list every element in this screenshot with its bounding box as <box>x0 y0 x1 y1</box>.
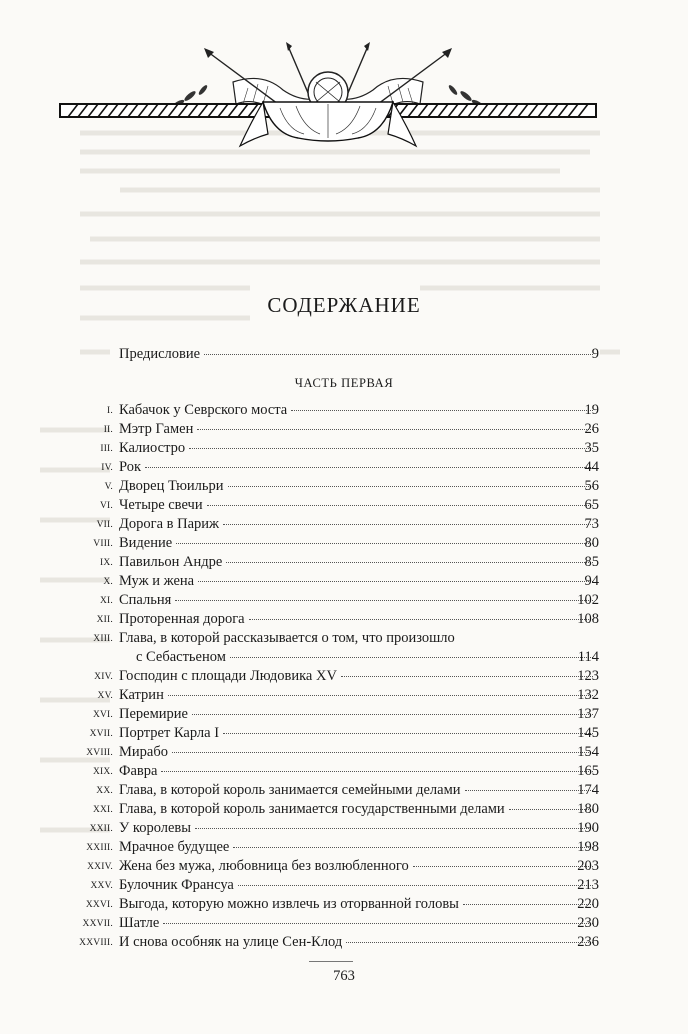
chapter-title: Шатле <box>119 915 160 931</box>
toc-row <box>0 552 688 572</box>
dot-leader <box>233 846 593 848</box>
chapter-page: 73 <box>584 516 599 532</box>
chapter-number: XV. <box>97 691 113 701</box>
toc-row <box>0 571 688 591</box>
chapter-title: Муж и жена <box>119 573 195 589</box>
toc-row <box>0 932 688 952</box>
chapter-number: XXVI. <box>85 900 113 910</box>
chapter-number: XXVIII. <box>79 938 113 948</box>
dot-leader <box>189 447 593 449</box>
chapter-title: Булочник Франсуа <box>119 877 234 893</box>
chapter-title: Перемирие <box>119 706 188 722</box>
chapter-title: Фавра <box>119 763 158 779</box>
chapter-number: IX. <box>100 558 113 568</box>
toc-row <box>0 704 688 724</box>
chapter-page: 65 <box>584 497 599 513</box>
chapter-number: XXI. <box>92 805 113 815</box>
chapter-number: XXII. <box>89 824 113 834</box>
dot-leader <box>346 941 593 943</box>
chapter-number: XXVII. <box>82 919 113 929</box>
toc-row <box>0 609 688 629</box>
toc-row <box>0 837 688 857</box>
toc-row <box>0 723 688 743</box>
footer-rule <box>309 961 353 962</box>
chapter-number: I. <box>107 406 113 416</box>
chapter-number: VIII. <box>93 539 113 549</box>
toc-row <box>0 628 688 648</box>
chapter-page: 19 <box>584 402 599 418</box>
chapter-title: Глава, в которой рассказывается о том, что произошло <box>119 630 455 646</box>
chapter-number: XIV. <box>94 672 113 682</box>
toc-row <box>0 400 688 420</box>
chapter-number: XX. <box>96 786 113 796</box>
dot-leader <box>226 561 593 563</box>
chapter-title: Калиостро <box>119 440 186 456</box>
chapter-page: 190 <box>577 820 599 836</box>
dot-leader <box>161 770 593 772</box>
dot-leader <box>176 542 593 544</box>
chapter-page: 213 <box>577 877 599 893</box>
chapter-title: Портрет Карла I <box>119 725 220 741</box>
chapter-page: 108 <box>577 611 599 627</box>
chapter-number: VI. <box>100 501 113 511</box>
chapter-number: IV. <box>101 463 113 473</box>
chapter-page: 154 <box>577 744 599 760</box>
toc-row <box>0 666 688 686</box>
toc-row <box>0 761 688 781</box>
toc-row <box>0 780 688 800</box>
toc-title: СОДЕРЖАНИЕ <box>267 293 421 317</box>
dot-leader <box>163 922 593 924</box>
dot-leader <box>228 485 593 487</box>
chapter-page: 80 <box>584 535 599 551</box>
dot-leader <box>195 827 593 829</box>
chapter-number: XXIV. <box>87 862 113 872</box>
toc-row <box>0 514 688 534</box>
page-number: 763 <box>333 968 355 984</box>
toc-row <box>0 818 688 838</box>
chapter-title: Жена без мужа, любовница без возлюбленного <box>119 858 409 874</box>
chapter-number: X. <box>103 577 113 587</box>
chapter-number: XXV. <box>90 881 113 891</box>
chapter-page: 198 <box>577 839 599 855</box>
chapter-title: Выгода, которую можно извлечь из оторванной головы <box>119 896 459 912</box>
chapter-number: II. <box>103 425 113 435</box>
chapter-title-continued: с Себастьеном <box>136 649 226 665</box>
chapter-number: III. <box>100 444 113 454</box>
toc-row <box>0 894 688 914</box>
chapter-page: 132 <box>577 687 599 703</box>
chapter-page: 123 <box>577 668 599 684</box>
toc-row <box>0 856 688 876</box>
dot-leader <box>207 504 593 506</box>
chapter-page: 174 <box>577 782 599 798</box>
chapter-title: Господин с площади Людовика XV <box>119 668 337 684</box>
chapter-page: 26 <box>584 421 599 437</box>
chapter-number: XII. <box>96 615 113 625</box>
header-ornament <box>58 42 598 150</box>
chapter-page: 165 <box>577 763 599 779</box>
chapter-page: 220 <box>577 896 599 912</box>
chapter-page: 236 <box>577 934 599 950</box>
dot-leader <box>249 618 593 620</box>
dot-leader <box>230 656 593 658</box>
chapter-page: 94 <box>584 573 599 589</box>
chapter-number: XVIII. <box>86 748 113 758</box>
chapter-title: Кабачок у Севрского моста <box>119 402 288 418</box>
chapter-page: 56 <box>584 478 599 494</box>
chapter-title: Глава, в которой король занимается государственными делами <box>119 801 505 817</box>
toc-row <box>0 457 688 477</box>
dot-leader <box>223 523 593 525</box>
chapter-page: 114 <box>577 649 599 665</box>
dot-leader <box>198 580 593 582</box>
chapter-page: 35 <box>584 440 599 456</box>
chapter-title: Четыре свечи <box>119 497 203 513</box>
toc-row <box>0 419 688 439</box>
toc-row <box>0 875 688 895</box>
chapter-title: Проторенная дорога <box>119 611 245 627</box>
chapter-page: 203 <box>577 858 599 874</box>
toc-preface <box>0 344 688 364</box>
chapter-title: Мирабо <box>119 744 168 760</box>
chapter-page: 145 <box>577 725 599 741</box>
chapter-page: 102 <box>577 592 599 608</box>
part-heading: ЧАСТЬ ПЕРВАЯ <box>294 376 394 390</box>
toc-row <box>0 742 688 762</box>
chapter-title: Катрин <box>119 687 164 703</box>
dot-leader <box>192 713 593 715</box>
chapter-title: Мрачное будущее <box>119 839 230 855</box>
toc-row <box>0 685 688 705</box>
toc-label: Предисловие <box>119 346 201 362</box>
chapter-number: XVII. <box>89 729 113 739</box>
dot-leader <box>145 466 593 468</box>
toc-row <box>0 533 688 553</box>
chapter-number: V. <box>104 482 113 492</box>
chapter-number: XIII. <box>93 634 113 644</box>
toc-row <box>0 438 688 458</box>
chapter-title: Глава, в которой король занимается семейными делами <box>119 782 461 798</box>
toc-page: 9 <box>591 346 599 362</box>
toc-entry <box>119 344 597 364</box>
dot-leader <box>238 884 593 886</box>
chapter-page: 180 <box>577 801 599 817</box>
dot-leader <box>223 732 593 734</box>
toc-row <box>0 799 688 819</box>
chapter-number: XI. <box>100 596 113 606</box>
chapter-page: 230 <box>577 915 599 931</box>
chapter-title: Спальня <box>119 592 172 608</box>
dot-leader <box>341 675 593 677</box>
dot-leader <box>168 694 593 696</box>
chapter-number: XIX. <box>92 767 113 777</box>
chapter-number: XXIII. <box>86 843 113 853</box>
chapter-title: Павильон Андре <box>119 554 223 570</box>
chapter-title: Мэтр Гамен <box>119 421 194 437</box>
chapter-title: У королевы <box>119 820 192 836</box>
chapter-page: 137 <box>577 706 599 722</box>
toc-row-continuation <box>0 647 688 667</box>
toc-row <box>0 495 688 515</box>
chapter-title: Видение <box>119 535 173 551</box>
chapter-page: 44 <box>584 459 599 475</box>
dot-leader <box>175 599 593 601</box>
chapter-title: Рок <box>119 459 141 475</box>
chapter-page: 85 <box>584 554 599 570</box>
dot-leader <box>172 751 593 753</box>
dot-leader <box>291 409 593 411</box>
toc-row <box>0 590 688 610</box>
toc-row <box>0 913 688 933</box>
chapter-number: VII. <box>96 520 113 530</box>
toc-row <box>0 476 688 496</box>
chapter-number: XVI. <box>92 710 113 720</box>
chapter-title: Дворец Тюильри <box>119 478 224 494</box>
dot-leader <box>197 428 593 430</box>
chapter-title: И снова особняк на улице Сен-Клод <box>119 934 343 950</box>
chapter-title: Дорога в Париж <box>119 516 220 532</box>
dot-leader <box>204 353 593 355</box>
